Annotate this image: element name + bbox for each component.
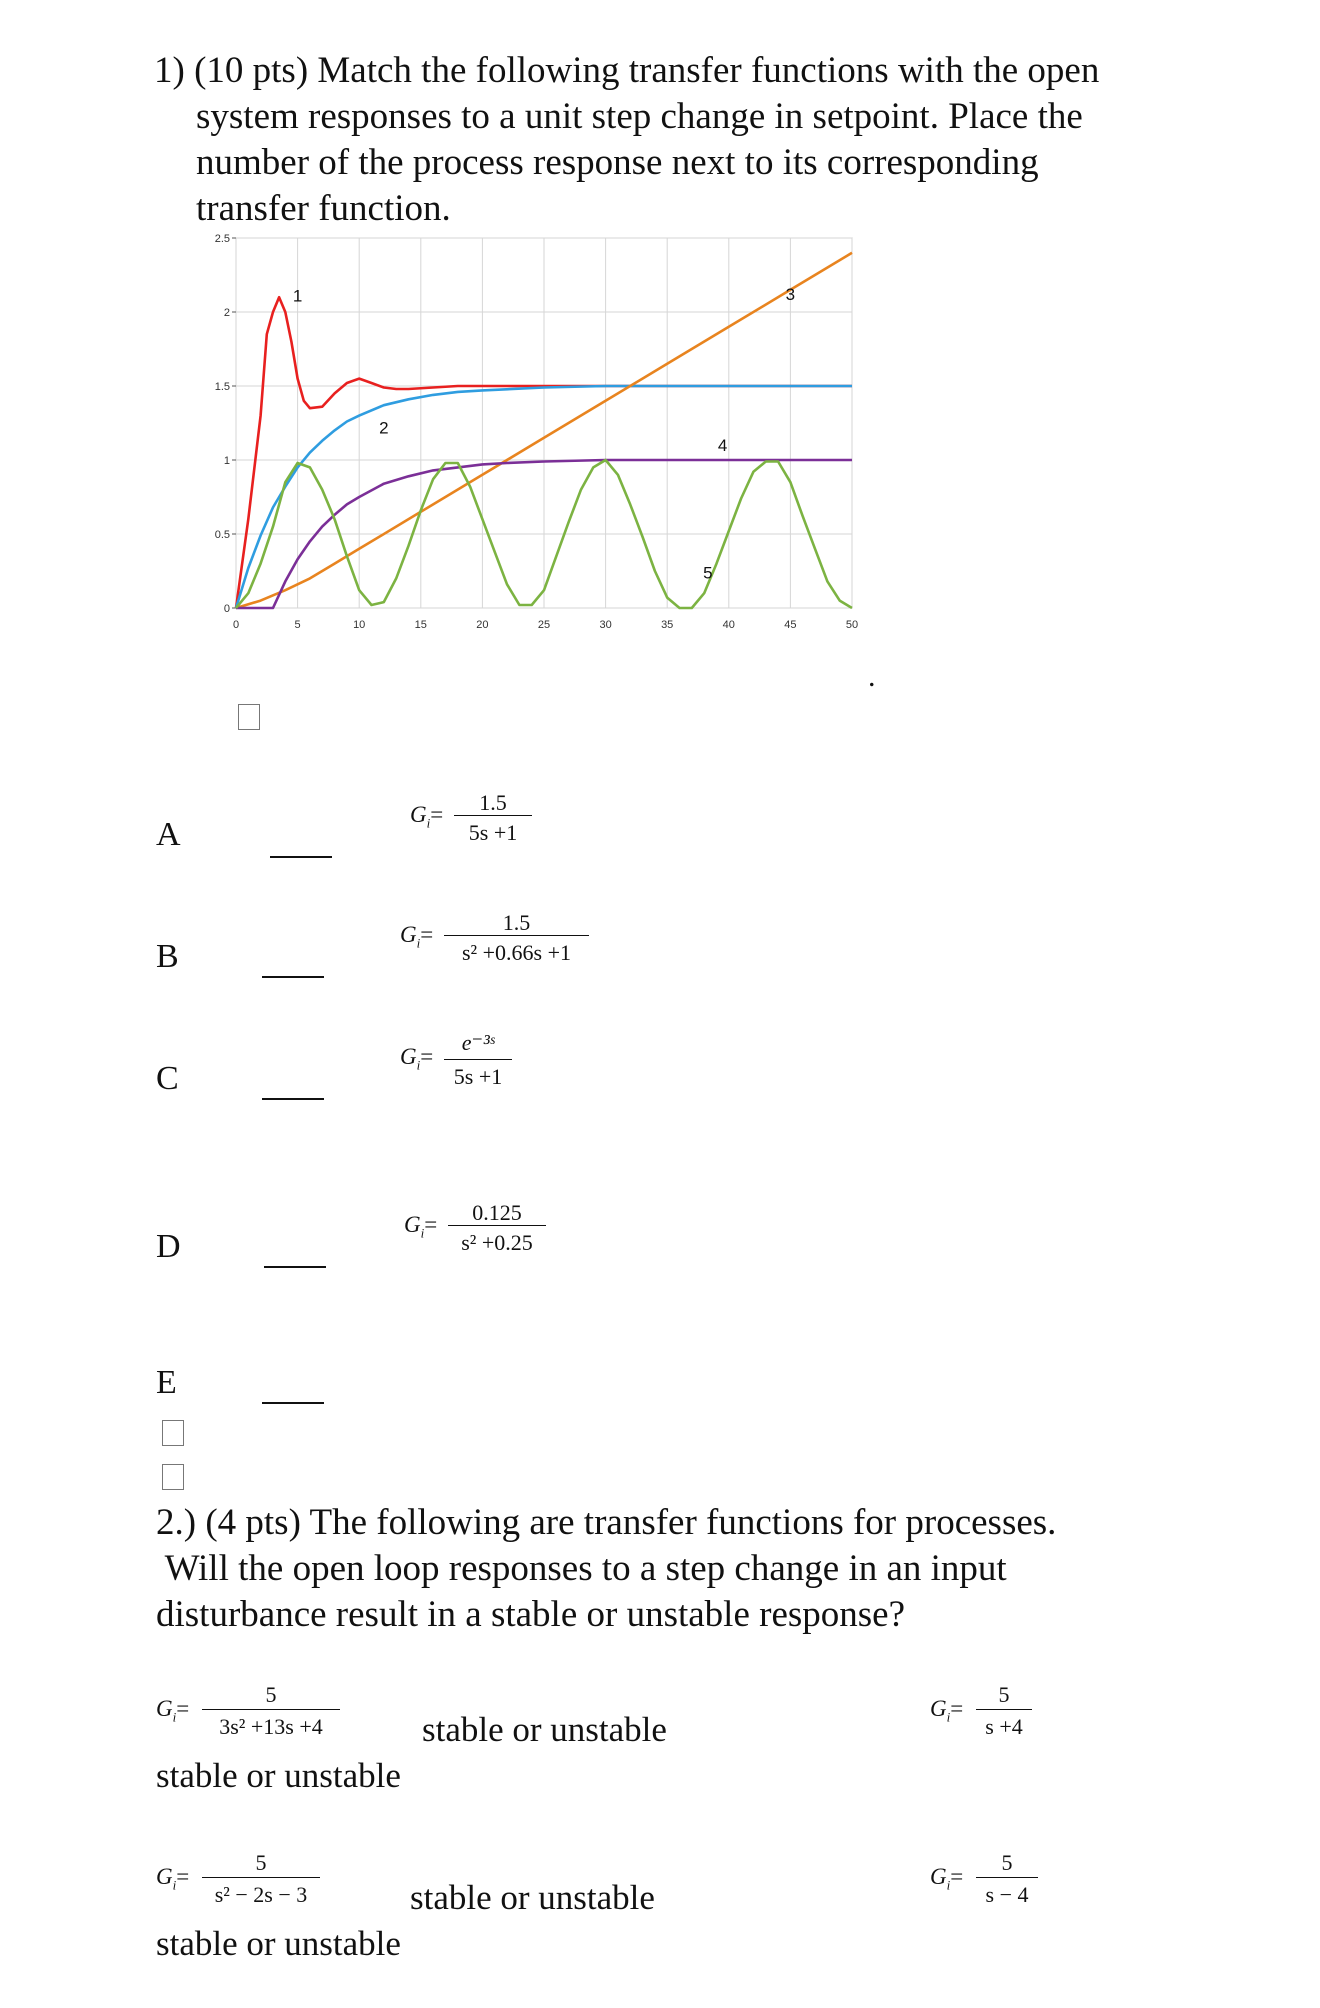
q1-line-2: system responses to a unit step change in setpoint. Place the bbox=[196, 96, 1083, 137]
item-e-letter: E bbox=[156, 1364, 177, 1401]
q2-tf-1 bbox=[156, 1682, 346, 1742]
y-tick-label: 0.5 bbox=[214, 529, 230, 541]
trailing-dot: . bbox=[868, 660, 876, 693]
step-response-chart bbox=[200, 230, 880, 670]
item-c-answer-blank[interactable] bbox=[262, 1098, 324, 1100]
x-tick-label: 25 bbox=[537, 619, 551, 631]
item-b-numerator: 1.5 bbox=[502, 910, 531, 935]
annotation-label: 2 bbox=[379, 418, 389, 438]
y-tick-label: 2.5 bbox=[214, 233, 230, 245]
item-d-answer-blank[interactable] bbox=[264, 1266, 326, 1268]
y-tick-label: 2 bbox=[223, 307, 230, 319]
x-tick-label: 15 bbox=[414, 619, 427, 631]
q2-tf-3-eq: = bbox=[176, 1864, 190, 1889]
checkbox-2[interactable] bbox=[162, 1420, 184, 1446]
item-b-eq: = bbox=[420, 922, 434, 947]
checkbox-1[interactable] bbox=[238, 704, 260, 730]
item-b-g: G bbox=[400, 922, 417, 947]
q2-line-3: disturbance result in a stable or unstable response? bbox=[156, 1594, 906, 1635]
item-a-letter: A bbox=[156, 816, 181, 853]
q2-tf-2-g: G bbox=[930, 1696, 947, 1721]
item-b-letter: B bbox=[156, 938, 179, 975]
annotation-label: 5 bbox=[703, 563, 713, 583]
q2-tf-4-g: G bbox=[930, 1864, 947, 1889]
item-c-numerator: e⁻³ˢ bbox=[461, 1030, 495, 1055]
q2-tf-2-numerator: 5 bbox=[998, 1682, 1010, 1707]
q2-tf-3-numerator: 5 bbox=[255, 1850, 267, 1875]
item-a-denominator: 5s +1 bbox=[468, 820, 518, 845]
item-c-sub: i bbox=[416, 1057, 421, 1073]
q2-tf-3-sub: i bbox=[172, 1877, 177, 1893]
q2-tf-4-eq: = bbox=[950, 1864, 964, 1889]
q2-tf-1-answer: stable or unstable bbox=[422, 1710, 667, 1749]
q2-tf-1-g: G bbox=[156, 1696, 173, 1721]
item-c-eq: = bbox=[420, 1044, 434, 1069]
x-tick-label: 10 bbox=[353, 619, 366, 631]
item-b-answer-blank[interactable] bbox=[262, 976, 324, 978]
q2-tf-3-denominator: s² − 2s − 3 bbox=[214, 1882, 308, 1907]
annotation-label: 3 bbox=[785, 285, 796, 305]
item-b-denominator: s² +0.66s +1 bbox=[461, 940, 572, 965]
x-tick-label: 50 bbox=[845, 619, 859, 631]
annotation-label: 1 bbox=[292, 286, 303, 306]
item-a-eq: = bbox=[430, 802, 444, 827]
q2-tf-2 bbox=[930, 1682, 1040, 1742]
q2-tf-2-eq: = bbox=[950, 1696, 964, 1721]
item-e-answer-blank[interactable] bbox=[262, 1402, 324, 1404]
y-tick-label: 1.5 bbox=[214, 381, 230, 393]
item-a-g: G bbox=[410, 802, 427, 827]
item-d-eq: = bbox=[424, 1212, 438, 1237]
x-axis-ticks bbox=[233, 619, 858, 631]
item-a-transfer-function bbox=[410, 790, 540, 850]
item-d-letter: D bbox=[156, 1228, 181, 1265]
q2-tf-1-denominator: 3s² +13s +4 bbox=[219, 1714, 323, 1739]
item-c-denominator: 5s +1 bbox=[453, 1064, 503, 1089]
q2-tf-4-numerator: 5 bbox=[1001, 1850, 1013, 1875]
y-tick-label: 0 bbox=[223, 603, 230, 615]
chart-grid bbox=[232, 238, 852, 608]
y-axis-ticks bbox=[215, 233, 230, 615]
q2-tf-4-sub: i bbox=[946, 1877, 951, 1893]
x-tick-label: 30 bbox=[599, 619, 612, 631]
q2-tf-4-denominator: s − 4 bbox=[985, 1882, 1029, 1907]
q2-tf-2-answer: stable or unstable bbox=[156, 1756, 401, 1795]
q2-tf-1-numerator: 5 bbox=[265, 1682, 277, 1707]
x-tick-label: 35 bbox=[661, 619, 674, 631]
q2-tf-3-g: G bbox=[156, 1864, 173, 1889]
x-tick-label: 20 bbox=[476, 619, 489, 631]
item-d-numerator: 0.125 bbox=[472, 1200, 522, 1225]
q2-line-2: Will the open loop responses to a step change in an input bbox=[156, 1548, 1007, 1589]
q2-tf-2-sub: i bbox=[946, 1709, 951, 1725]
q2-tf-1-sub: i bbox=[172, 1709, 177, 1725]
x-tick-label: 40 bbox=[722, 619, 735, 631]
item-a-numerator: 1.5 bbox=[479, 790, 507, 815]
y-tick-label: 1 bbox=[223, 455, 230, 467]
item-a-sub: i bbox=[426, 815, 431, 831]
item-d-transfer-function bbox=[404, 1200, 554, 1260]
item-c-letter: C bbox=[156, 1060, 179, 1097]
q2-tf-1-eq: = bbox=[176, 1696, 190, 1721]
checkbox-3[interactable] bbox=[162, 1464, 184, 1490]
item-a-answer-blank[interactable] bbox=[270, 856, 332, 858]
q1-line-1: 1) (10 pts) Match the following transfer functions with the open bbox=[154, 50, 1100, 91]
item-d-denominator: s² +0.25 bbox=[461, 1230, 533, 1255]
item-b-transfer-function bbox=[400, 910, 600, 970]
item-c-transfer-function bbox=[400, 1030, 530, 1092]
q1-line-3: number of the process response next to its corresponding bbox=[196, 142, 1039, 183]
x-tick-label: 45 bbox=[784, 619, 797, 631]
q2-tf-3 bbox=[156, 1850, 326, 1910]
q2-tf-4 bbox=[930, 1850, 1040, 1910]
q2-line-1: 2.) (4 pts) The following are transfer functions for processes. bbox=[156, 1502, 1057, 1543]
q1-line-4: transfer function. bbox=[196, 188, 451, 229]
q2-tf-2-denominator: s +4 bbox=[985, 1714, 1023, 1739]
item-d-g: G bbox=[404, 1212, 421, 1237]
annotation-label: 4 bbox=[717, 436, 728, 456]
q2-tf-3-answer: stable or unstable bbox=[410, 1878, 655, 1917]
item-d-sub: i bbox=[420, 1225, 425, 1241]
item-b-sub: i bbox=[416, 935, 421, 951]
x-tick-label: 5 bbox=[294, 619, 301, 631]
item-c-g: G bbox=[400, 1044, 417, 1069]
x-tick-label: 0 bbox=[232, 619, 240, 631]
q2-tf-4-answer: stable or unstable bbox=[156, 1924, 401, 1963]
